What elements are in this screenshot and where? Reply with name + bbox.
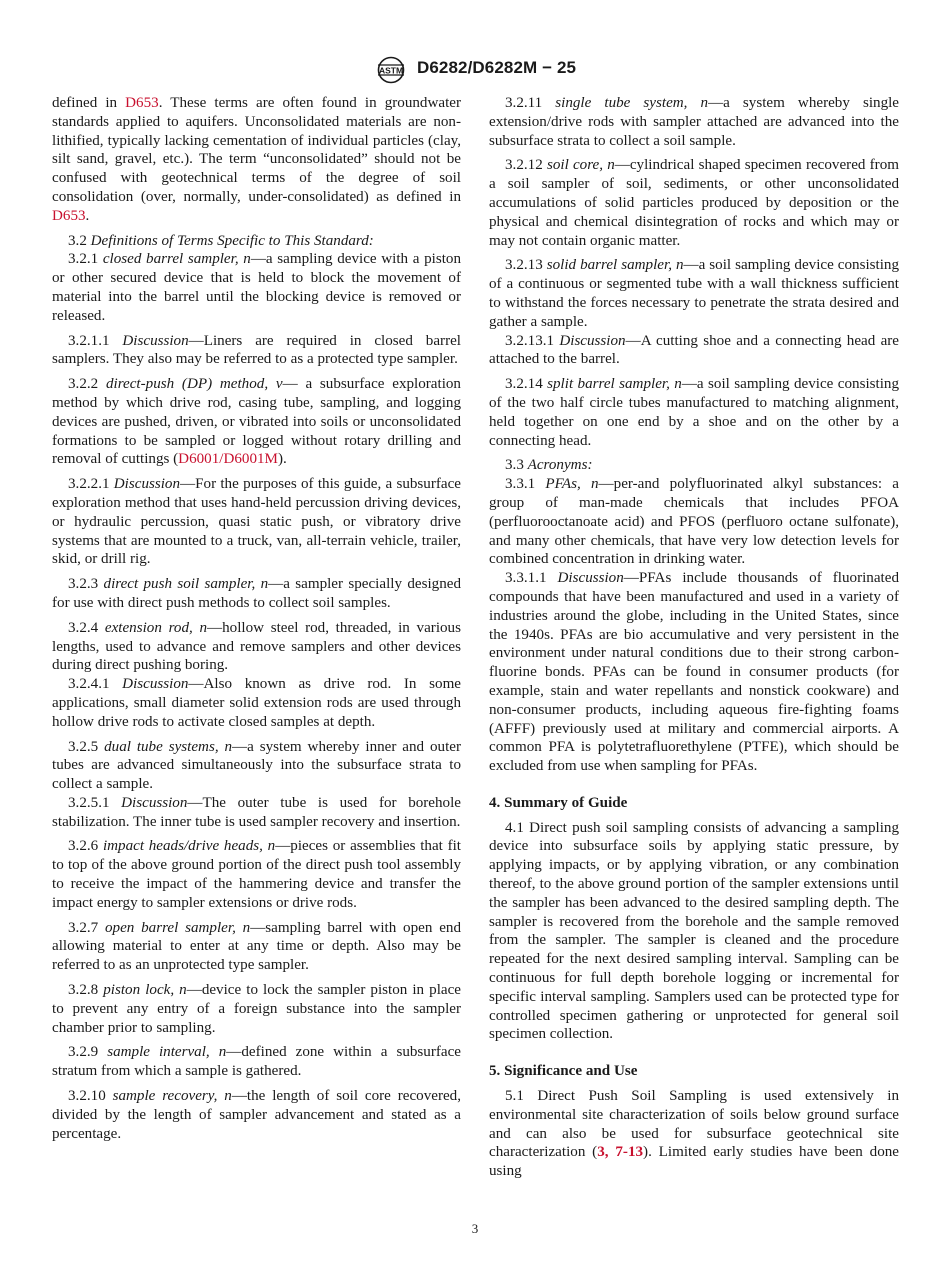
definition-3-2-8: 3.2.8 piston lock, n—device to lock the sampler piston in place to prevent any entry of a foreign substance into the sampler chamber prior to sampling. <box>52 982 461 1036</box>
definition-3-2-5: 3.2.5 dual tube systems, n—a system whereby inner and outer tubes are advanced simultaneously into the subsurface strata to collect a sample. <box>52 738 462 793</box>
definition-3-2-11: 3.2.11 single tube system, n—a system whereby single extension/drive rods with sampler attached are advanced into the subsurface strata to collect a soil sample. <box>489 95 900 149</box>
astm-logo-icon <box>372 56 410 84</box>
definition-3-2-6: 3.2.6 impact heads/drive heads, n—pieces or assemblies that fit to top of the above ground portion of the direct push tool assembly to receive the impact of the hammering device and transfer the impact energy to sampler extensions or drive rods. <box>52 838 461 911</box>
svg-text:ASTM: ASTM <box>378 65 404 76</box>
discussion-3-2-4-1: 3.2.4.1 Discussion—Also known as drive rod. In some applications, small diameter solid extension rods are used through hollow drive rods to activate closed samples at depth. <box>52 676 462 730</box>
definition-3-2-9: 3.2.9 sample interval, n—defined zone within a subsurface stratum from which a sample is gathered. <box>52 1044 461 1080</box>
discussion-3-3-1-1: 3.3.1.1 Discussion—PFAs include thousands of fluorinated compounds that have been manufactured and used in a variety of industries around the globe, including in the United States, since the 1940s. PFAs are bio accumulative and very persistent in the environment under natural conditions due to their strong carbon-fluorine bonds. PFAs can be found in consumer products (for example, stain and water repellants and nonstick cookware) and non-consumer products, including aqueous fire-fighting foams (AFFF) previously used at military and commercial airports. A common PFA is polytetrafluorethylene (PTFE), which should be excluded from use when sampling for PFAs. <box>489 570 899 775</box>
right-column <box>489 94 899 1187</box>
definition-3-2-14: 3.2.14 split barrel sampler, n—a soil sampling device consisting of the two half circle tubes manufactured to matching alignment, held together on one end by a shoe and on the other by a connecting head. <box>489 376 899 449</box>
definition-3-2-3: 3.2.3 direct push soil sampler, n—a sampler specially designed for use with direct push methods to collect soil samples. <box>52 576 461 611</box>
definition-3-2-1: 3.2.1 closed barrel sampler, n—a sampling device with a piston or other secured device that is held to block the movement of material into the barrel until the blocking device is removed or released. <box>52 251 462 324</box>
reference-link-3[interactable]: 3, <box>597 1144 616 1161</box>
reference-link-d653[interactable]: D653 <box>52 207 86 224</box>
reference-link-d6001[interactable]: D6001/D6001M <box>178 451 278 468</box>
paragraph-5-1: 5.1 Direct Push Soil Sampling is used extensively in environmental site characterization of soils below ground surface and can also be used for subsurface geotechnical site characterization (3, 7-13). Limited early studies have been done using <box>489 1088 899 1180</box>
discussion-3-2-1-1: 3.2.1.1 Discussion—Liners are required in closed barrel samplers. They also may be referred to as a protected type sampler. <box>52 332 461 368</box>
definition-3-2-12: 3.2.12 soil core, n—cylindrical shaped specimen recovered from a soil sampler of soil, sediments, or other unconsolidated accumulations of solid particles produced by deposition or the physical and chemical disintegration of rocks and which may or may not contain organic matter. <box>489 157 899 249</box>
page-header <box>0 56 950 86</box>
definition-3-2-4: 3.2.4 extension rod, n—hollow steel rod, threaded, in various lengths, used to advance and remove samplers and other devices during direct pushing boring. <box>52 619 461 674</box>
section-3-2-heading: 3.2 Definitions of Terms Specific to This Standard: <box>68 232 374 249</box>
discussion-3-2-13-1: 3.2.13.1 Discussion—A cutting shoe and a connecting head are attached to the barrel. <box>489 332 899 368</box>
definition-3-2-10: 3.2.10 sample recovery, n—the length of soil core recovered, divided by the length of sampler advancement and stated as a percentage. <box>52 1088 461 1142</box>
document-designation: D6282/D6282M − 25 <box>417 58 577 77</box>
section-5-heading: 5. Significance and Use <box>489 1063 638 1080</box>
discussion-3-2-2-1: 3.2.2.1 Discussion—For the purposes of this guide, a subsurface exploration method that uses hand-held percussion driving devices, or hydraulic percussion, quasi static push, or vibratory drive systems that are mounted to a truck, van, all-terrain vehicle, trailer, skid, or drill rig. <box>52 476 461 568</box>
reference-link-7-13[interactable]: 7-13 <box>615 1144 644 1161</box>
left-column <box>52 94 461 1149</box>
section-4-heading: 4. Summary of Guide <box>489 794 628 811</box>
definition-3-2-7: 3.2.7 open barrel sampler, n—sampling barrel with open end allowing material to enter at any time or depth. Also may be referred to as an unprotected type sampler. <box>52 919 461 974</box>
definition-3-3-1: 3.3.1 PFAs, n—per-and polyfluorinated alkyl substances: a group of man-made chemicals that includes PFOA (perfluorooctanoate acid) and PFOS (perfluoro octane sulfonate), and many other chemicals, that have very low detection levels for combined concentration in drinking water. <box>489 476 899 568</box>
paragraph-4-1: 4.1 Direct push soil sampling consists of advancing a sampling device into subsurface soils by applying static pressure, by applying impacts, or by applying vibration, or any combination thereof, to the above ground portion of the sampler extensions until the sampler has been advanced to the desired sampling depth. The sampler is recovered from the borehole and the sample removed from the sampler. The sampler is cleaned and the procedure repeated for the next desired sampling interval. Sampling can be continuous for full depth borehole logging or incremental for specific interval sampling. Samplers used can be protected type for controlled specimen gathering or unprotected for general soil specimen collection. <box>489 819 899 1043</box>
section-3-3-heading: 3.3 Acronyms: <box>505 457 593 474</box>
paragraph-terms-intro: defined in D653. These terms are often found in groundwater standards applied to aquifers. Unconsolidated materials are non-lithified, typically lacking cementation of individual particles (clay, silt sand, gravel, etc.). The term “unconsolidated” should not be confused with geotechnical terms of the degree of soil consolidation (over, normally, under-consolidated) as defined in D653. <box>52 95 461 224</box>
definition-3-2-2: 3.2.2 direct-push (DP) method, v— a subsurface exploration method by which drive rod, casing tube, sampling, and logging devices are pushed, driven, or vibrated into soils or unconsolidated formations to be sampled or logged without rotary drilling and removal of cuttings (D6001/D6001M). <box>52 376 461 468</box>
definition-3-2-13: 3.2.13 solid barrel sampler, n—a soil sampling device consisting of a continuous or segmented tube with a wall thickness sufficient to withstand the forces necessary to penetrate the strata desired and gather a sample. <box>489 257 900 330</box>
discussion-3-2-5-1: 3.2.5.1 Discussion—The outer tube is used for borehole stabilization. The inner tube is used sampler recovery and insertion. <box>52 794 461 830</box>
reference-link-d653[interactable]: D653 <box>125 95 159 111</box>
page-number: 3 <box>471 1221 479 1236</box>
